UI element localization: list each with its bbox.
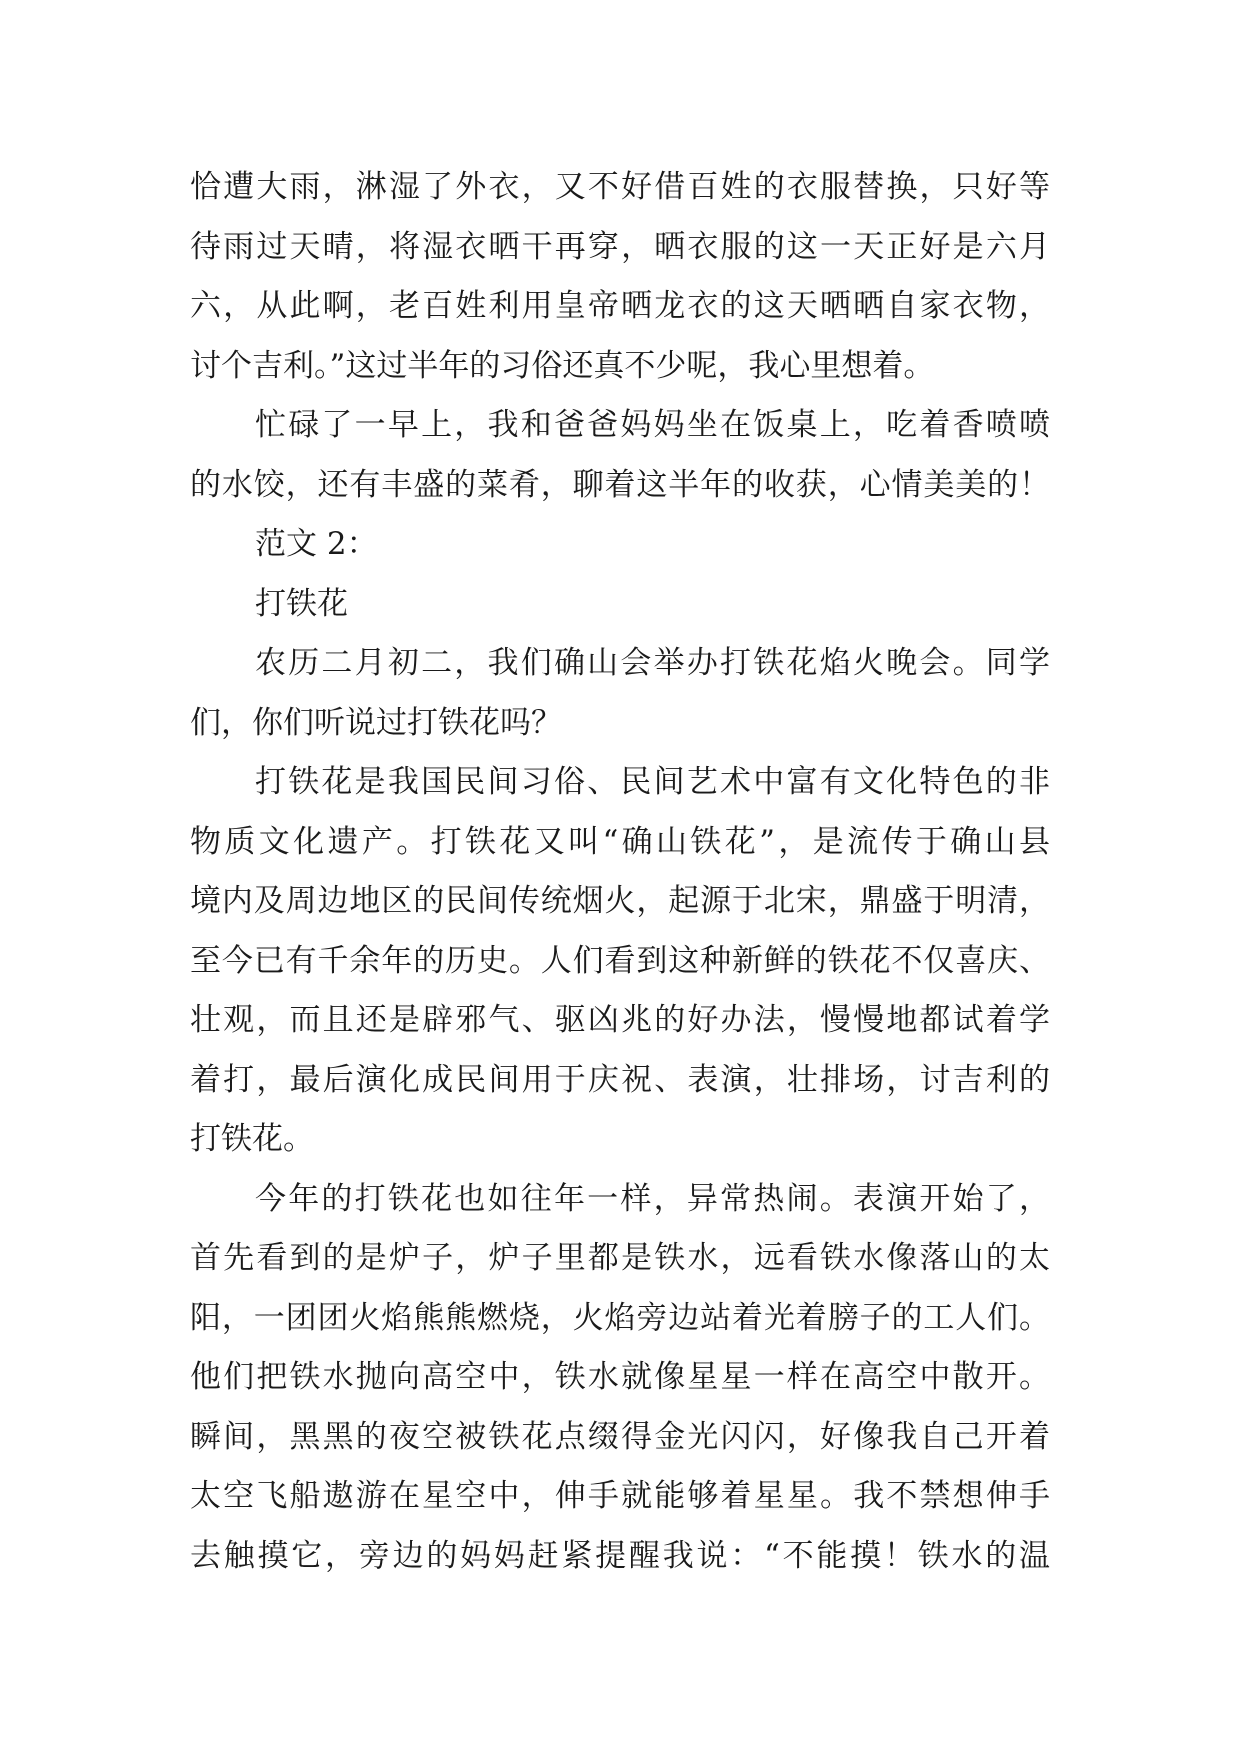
text-line: 境内及周边地区的民间传统烟火，起源于北宋，鼎盛于明清， [190,883,1050,919]
text-line: 六，从此啊，老百姓利用皇帝晒龙衣的这天晒晒自家衣物， [190,288,1050,324]
text-line: 们，你们听说过打铁花吗？ [190,704,562,741]
text-line: 讨个吉利。”这过半年的习俗还真不少呢，我心里想着。 [190,347,935,384]
text-line: 壮观，而且还是辟邪气、驱凶兆的好办法，慢慢地都试着学 [190,1002,1050,1038]
text-line: 阳，一团团火焰熊熊燃烧，火焰旁边站着光着膀子的工人们。 [190,1299,1050,1336]
text-line: 着打，最后演化成民间用于庆祝、表演，壮排场，讨吉利的 [190,1061,1050,1098]
article-title: 打铁花 [255,585,348,622]
text-line: 物质文化遗产。打铁花又叫“确山铁花”，是流传于确山县 [190,823,1050,860]
text-line: 首先看到的是炉子，炉子里都是铁水，远看铁水像落山的太 [190,1240,1050,1276]
text-line: 至今已有千余年的历史。人们看到这种新鲜的铁花不仅喜庆、 [190,942,1050,979]
text-line: 太空飞船遨游在星空中，伸手就能够着星星。我不禁想伸手 [190,1478,1050,1514]
text-line: 去触摸它，旁边的妈妈赶紧提醒我说：“不能摸！铁水的温 [190,1537,1050,1574]
text-line: 的水饺，还有丰盛的菜肴，聊着这半年的收获，心情美美的！ [190,466,1050,503]
paragraph-start-line: 忙碌了一早上，我和爸爸妈妈坐在饭桌上，吃着香喷喷 [255,407,1050,443]
text-line: 他们把铁水抛向高空中，铁水就像星星一样在高空中散开。 [190,1359,1050,1395]
paragraph-start-line: 打铁花是我国民间习俗、民间艺术中富有文化特色的非 [255,764,1050,800]
document-body [190,158,1050,1586]
text-line: 待雨过天晴，将湿衣晒干再穿，晒衣服的这一天正好是六月 [190,228,1050,265]
paragraph-start-line: 农历二月初二，我们确山会举办打铁花焰火晚会。同学 [255,645,1050,681]
section-label: 范文 2： [255,526,378,562]
text-line: 瞬间，黑黑的夜空被铁花点缀得金光闪闪，好像我自己开着 [190,1418,1050,1455]
text-line: 打铁花。 [190,1121,314,1157]
paragraph-start-line: 今年的打铁花也如往年一样，异常热闹。表演开始了， [255,1180,1050,1217]
text-line: 恰遭大雨，淋湿了外衣，又不好借百姓的衣服替换，只好等 [190,169,1050,205]
